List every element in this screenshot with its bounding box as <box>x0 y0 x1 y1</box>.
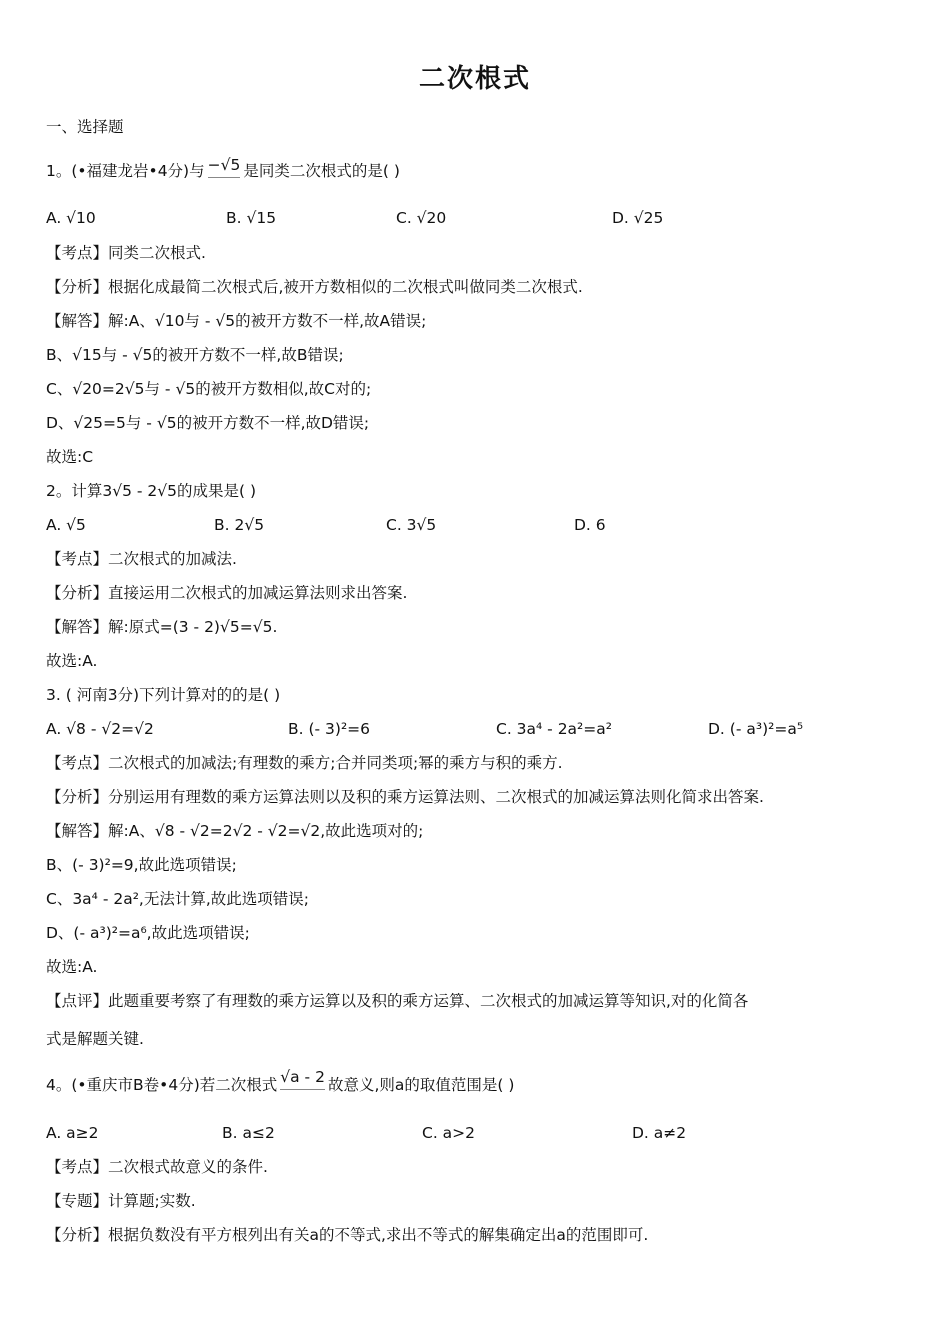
question-2-jieda: 【解答】解:原式=(3 - 2)√5=√5. <box>46 618 278 636</box>
question-4-kaodian: 【考点】二次根式故意义的条件. <box>46 1158 268 1176</box>
question-2-stem: 2。计算3√5 - 2√5的成果是( ) <box>46 482 257 500</box>
question-4-option-b: B. a≤2 <box>222 1124 275 1142</box>
question-4-zhuanti: 【专题】计算题;实数. <box>46 1192 196 1210</box>
question-4-stem-post: 故意义,则a的取值范围是( ) <box>327 1076 515 1094</box>
question-3-jieda-line-4: D、(- a³)²=a⁶,故此选项错误; <box>46 924 250 942</box>
question-4-option-c: C. a>2 <box>422 1124 476 1142</box>
question-2-option-d: D. 6 <box>574 516 606 534</box>
question-3-option-d: D. (- a³)²=a⁵ <box>708 720 804 738</box>
question-2-fenxi: 【分析】直接运用二次根式的加减运算法则求出答案. <box>46 584 408 602</box>
question-1-jieda-line-4: D、√25=5与 - √5的被开方数不一样,故D错误; <box>46 414 370 432</box>
question-1-option-c: C. √20 <box>396 209 447 227</box>
question-4-radical <box>280 1066 325 1088</box>
question-1-option-d: D. √25 <box>612 209 664 227</box>
question-4-option-a: A. a≥2 <box>46 1124 99 1142</box>
question-1-fenxi: 【分析】根据化成最简二次根式后,被开方数相似的二次根式叫做同类二次根式. <box>46 278 583 296</box>
question-3-stem: 3. ( 河南3分)下列计算对的的是( ) <box>46 686 281 704</box>
question-1-answer: 故选:C <box>46 448 94 466</box>
question-3-fenxi: 【分析】分别运用有理数的乘方运算法则以及积的乘方运算法则、二次根式的加减运算法则化简求出答案. <box>46 788 764 806</box>
question-2-kaodian: 【考点】二次根式的加减法. <box>46 550 237 568</box>
question-1-jieda-line-1: 【解答】解:A、√10与 - √5的被开方数不一样,故A错误; <box>46 312 427 330</box>
question-1-jieda-line-3: C、√20=2√5与 - √5的被开方数相似,故C对的; <box>46 380 372 398</box>
question-1-stem-pre: 1。(•福建龙岩•4分)与 <box>46 162 205 180</box>
question-3-option-c: C. 3a⁴ - 2a²=a² <box>496 720 612 738</box>
question-2-option-a: A. √5 <box>46 516 86 534</box>
question-1-option-a: A. √10 <box>46 209 96 227</box>
question-3-dianping-line-2: 式是解题关键. <box>46 1030 144 1048</box>
question-4-stem-pre: 4。(•重庆市B卷•4分)若二次根式 <box>46 1076 278 1094</box>
question-1-jieda-line-2: B、√15与 - √5的被开方数不一样,故B错误; <box>46 346 344 364</box>
question-1-radical <box>208 154 241 176</box>
question-3-dianping-line-1: 【点评】此题重要考察了有理数的乘方运算以及积的乘方运算、二次根式的加减运算等知识,对的化简各 <box>46 992 749 1010</box>
question-1-stem-post: 是同类二次根式的是( ) <box>243 162 400 180</box>
question-3-jieda-line-2: B、(- 3)²=9,故此选项错误; <box>46 856 237 874</box>
question-1-stem <box>46 156 400 184</box>
page-title: 二次根式 <box>418 64 531 94</box>
question-1-option-b: B. √15 <box>226 209 277 227</box>
question-1-radical-text: −√5 <box>207 156 241 174</box>
question-4-stem <box>46 1068 515 1098</box>
question-3-answer: 故选:A. <box>46 958 98 976</box>
question-3-option-b: B. (- 3)²=6 <box>288 720 371 738</box>
question-1-kaodian: 【考点】同类二次根式. <box>46 244 206 262</box>
question-3-option-a: A. √8 - √2=√2 <box>46 720 154 738</box>
question-4-fenxi: 【分析】根据负数没有平方根列出有关a的不等式,求出不等式的解集确定出a的范围即可. <box>46 1226 649 1244</box>
question-2-option-c: C. 3√5 <box>386 516 437 534</box>
question-4-radical-text: √a - 2 <box>280 1068 325 1086</box>
question-4-option-d: D. a≠2 <box>632 1124 687 1142</box>
question-3-jieda-line-3: C、3a⁴ - 2a²,无法计算,故此选项错误; <box>46 890 309 908</box>
question-3-jieda-line-1: 【解答】解:A、√8 - √2=2√2 - √2=√2,故此选项对的; <box>46 822 424 840</box>
question-2-answer: 故选:A. <box>46 652 98 670</box>
section-heading: 一、选择题 <box>46 118 124 136</box>
question-2-option-b: B. 2√5 <box>214 516 265 534</box>
question-3-kaodian: 【考点】二次根式的加减法;有理数的乘方;合并同类项;幂的乘方与积的乘方. <box>46 754 563 772</box>
